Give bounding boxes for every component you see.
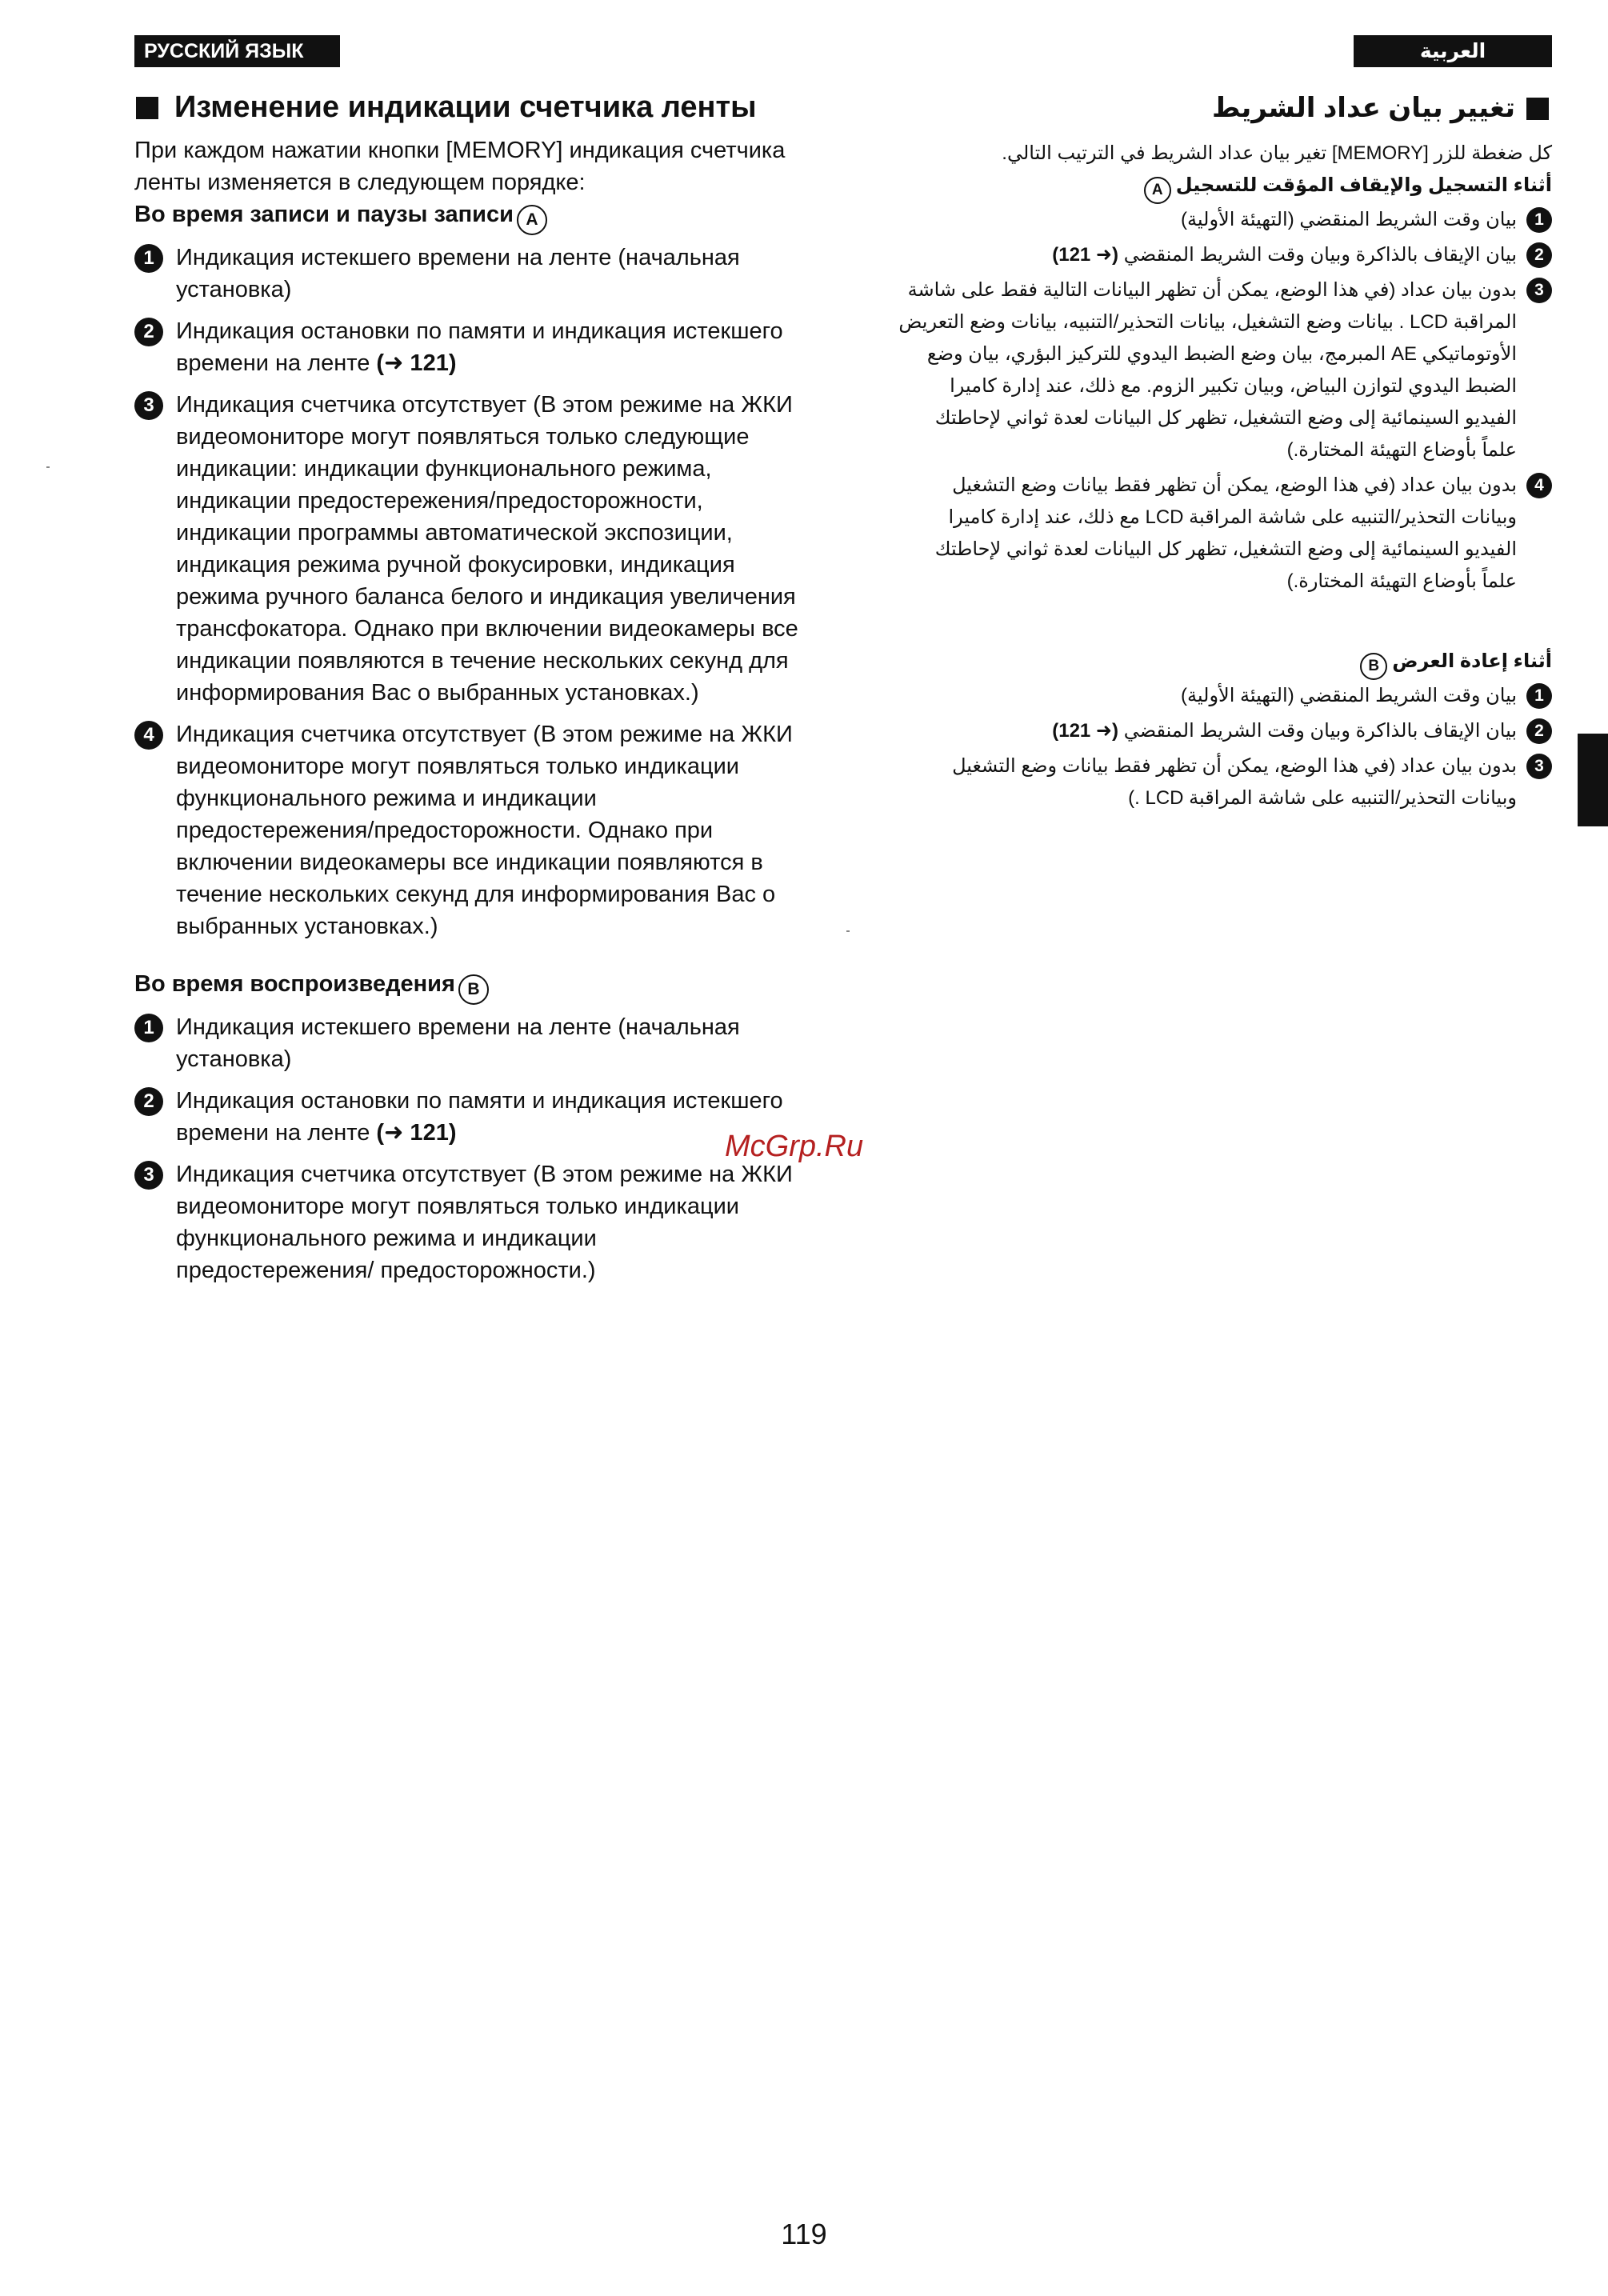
item-text: Индикация истекшего времени на ленте (начальная установка)	[176, 245, 740, 302]
page-reference: (➜ 121)	[1052, 720, 1119, 742]
page-reference: (➜ 121)	[376, 1120, 457, 1146]
list-item	[896, 204, 1552, 236]
number-1-icon: 1	[134, 1014, 163, 1042]
marker-a-icon: A	[517, 205, 547, 235]
section-edge-tab	[1578, 734, 1608, 826]
section-title-ar	[896, 90, 1552, 126]
intro-paragraph: При каждом нажатии кнопки [MEMORY] индикация счетчика ленты изменяется в следующем порядке:	[134, 138, 786, 195]
list-item	[134, 389, 798, 709]
page-number: 119	[781, 2218, 827, 2250]
item-text: بيان الإيقاف بالذاكرة وبيان وقت الشريط المنقضي	[1123, 244, 1517, 266]
intro-paragraph: كل ضغطة للزر [MEMORY] تغير بيان عداد الشريط في الترتيب التالي.	[1002, 142, 1552, 164]
item-text: Индикация счетчика отсутствует (В этом режиме на ЖКИ видеомониторе могут появляться только индикации функционального режима и индикации предостережения/предосторожности. Однако при включении видеокамеры все индикации появляются в течение нескольких секунд для информирования Вас о выбранных установках.)	[176, 722, 793, 939]
playback-heading	[134, 968, 798, 1005]
number-2-icon: 2	[1526, 242, 1552, 268]
list-item	[134, 1011, 798, 1075]
page-reference: (➜ 121)	[376, 350, 457, 376]
number-4-icon: 4	[134, 721, 163, 750]
item-text: Индикация счетчика отсутствует (В этом режиме на ЖКИ видеомониторе могут появляться только индикации функционального режима и индикации предостережения/ предосторожности.)	[176, 1162, 793, 1283]
language-tab-arabic: العربية	[1354, 35, 1552, 67]
list-item	[896, 750, 1552, 814]
list-item	[896, 274, 1552, 466]
list-item	[134, 242, 798, 306]
section-title-ru	[134, 90, 798, 125]
list-item	[134, 1158, 798, 1286]
item-text: بيان الإيقاف بالذاكرة وبيان وقت الشريط المنقضي	[1123, 720, 1517, 742]
number-1-icon: 1	[1526, 207, 1552, 233]
arabic-column	[896, 90, 1552, 818]
number-2-icon: 2	[1526, 718, 1552, 744]
square-bullet-icon	[1526, 98, 1549, 120]
russian-column	[134, 90, 798, 1296]
page-reference: (➜ 121)	[1052, 244, 1119, 266]
language-tab-russian: РУССКИЙ ЯЗЫК	[134, 35, 340, 67]
square-bullet-icon	[136, 97, 158, 119]
list-item	[896, 680, 1552, 712]
playback-heading	[896, 646, 1552, 680]
item-text: بدون بيان عداد (في هذا الوضع، يمكن أن تظهر فقط بيانات وضع التشغيل وبيانات التحذير/التنبيه على شاشة المراقبة LCD مع ذلك، عند إدارة كاميرا الفيديو السينمائية إلى وضع التشغيل، تظهر كل البيانات لعدة ثواني لإحاطتك علماً بأوضاع التهيئة المختارة.)	[934, 474, 1517, 592]
number-2-icon: 2	[134, 318, 163, 346]
number-4-icon: 4	[1526, 473, 1552, 498]
watermark: McGrp.Ru	[725, 1130, 864, 1163]
marker-a-icon: A	[1144, 177, 1171, 204]
list-item	[134, 315, 798, 379]
number-3-icon: 3	[134, 391, 163, 420]
scan-dot	[46, 466, 50, 468]
number-3-icon: 3	[134, 1161, 163, 1190]
list-item	[896, 470, 1552, 598]
section-title-text: تغيير بيان عداد الشريط	[1212, 93, 1515, 123]
list-item	[896, 239, 1552, 271]
playback-heading-text: Во время воспроизведения	[134, 971, 455, 997]
number-2-icon: 2	[134, 1087, 163, 1116]
marker-b-icon: B	[458, 974, 489, 1005]
item-text: بدون بيان عداد (في هذا الوضع، يمكن أن تظهر البيانات التالية فقط على شاشة المراقبة LCD . بيانات وضع التشغيل، بيانات التحذير/التنبيه، بيانات وضع التعريض الأوتوماتيكي AE المبرمج، بيان وضع الضبط اليدوي للتركيز البؤري، بيان وضع الضبط اليدوي لتوازن البياض، وبيان تكبير الزوم. مع ذلك، عند إدارة كاميرا الفيديو السينمائية إلى وضع التشغيل، تظهر كل البيانات لعدة ثواني لإحاطتك علماً بأوضاع التهيئة المختارة.)	[898, 279, 1517, 461]
item-text: بيان وقت الشريط المنقضي (التهيئة الأولية)	[1181, 685, 1517, 706]
list-item	[896, 715, 1552, 747]
recording-heading-text: أثناء التسجيل والإيقاف المؤقت للتسجيل	[1175, 174, 1552, 196]
number-1-icon: 1	[1526, 683, 1552, 709]
playback-heading-text: أثناء إعادة العرض	[1392, 650, 1552, 672]
item-text: بيان وقت الشريط المنقضي (التهيئة الأولية)	[1181, 209, 1517, 230]
item-text: Индикация истекшего времени на ленте (начальная установка)	[176, 1014, 740, 1072]
item-text: Индикация счетчика отсутствует (В этом режиме на ЖКИ видеомониторе могут появляться только следующие индикации: индикации функционального режима, индикации предостережения/предосторожности, индикации программы автоматической экспозиции, индикация режима ручной фокусировки, индикация режима ручного баланса белого и индикация увеличения трансфокатора. Однако при включении видеокамеры все индикации появляются в течение нескольких секунд для информирования Вас о выбранных установках.)	[176, 392, 798, 706]
recording-heading-text: Во время записи и паузы записи	[134, 202, 514, 227]
section-title-text: Изменение индикации счетчика ленты	[174, 90, 757, 124]
scan-dot	[846, 930, 850, 932]
item-text: Индикация остановки по памяти и индикация истекшего времени на ленте	[176, 1088, 783, 1146]
list-item	[134, 718, 798, 942]
item-text: بدون بيان عداد (في هذا الوضع، يمكن أن تظهر فقط بيانات وضع التشغيل وبيانات التحذير/التنبيه على شاشة المراقبة LCD .)	[952, 755, 1517, 809]
recording-heading	[134, 198, 798, 235]
recording-heading	[896, 170, 1552, 204]
item-text: Индикация остановки по памяти и индикация истекшего времени на ленте	[176, 318, 783, 376]
number-3-icon: 3	[1526, 278, 1552, 303]
number-1-icon: 1	[134, 244, 163, 273]
number-3-icon: 3	[1526, 754, 1552, 779]
list-item	[134, 1085, 798, 1149]
marker-b-icon: B	[1360, 653, 1387, 680]
